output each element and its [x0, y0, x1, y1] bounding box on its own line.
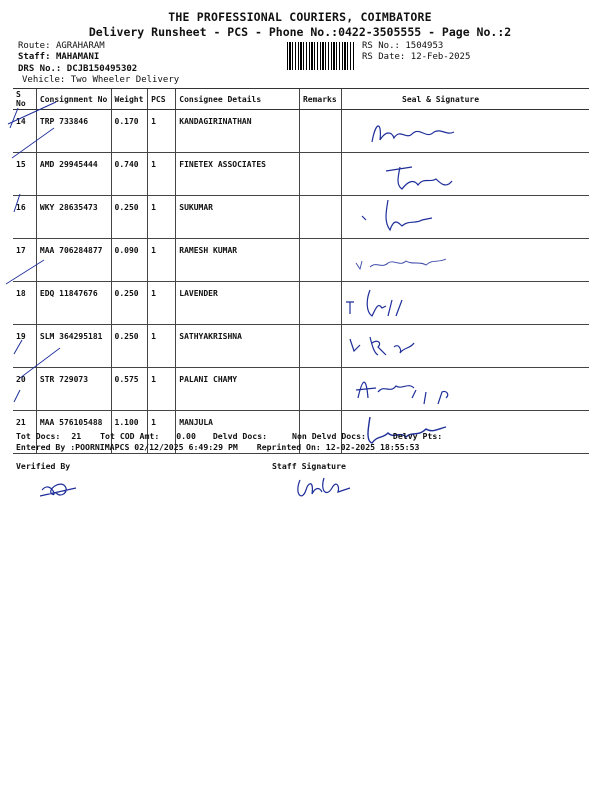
runsheet-subtitle: Delivery Runsheet - PCS - Phone No.:0422-3505555 - Page No.:2	[88, 25, 512, 39]
signature-scribble	[342, 110, 552, 150]
row-consignee: SUKUMAR	[176, 196, 300, 239]
signature-scribble	[342, 368, 552, 408]
row-remarks	[299, 325, 341, 368]
rs-date-line	[362, 52, 470, 62]
row-pcs: 1	[148, 110, 176, 153]
company-title: THE PROFESSIONAL COURIERS, COIMBATORE	[168, 10, 432, 24]
row-consignee: MANJULA	[176, 411, 300, 454]
verified-by-label: Verified By	[16, 461, 71, 471]
row-sno: 20	[13, 368, 36, 411]
col-header-sno: S No	[13, 89, 36, 110]
row-consignee: RAMESH KUMAR	[176, 239, 300, 282]
row-remarks	[299, 282, 341, 325]
row-sno: 16	[13, 196, 36, 239]
row-pcs: 1	[148, 239, 176, 282]
row-weight: 0.090	[111, 239, 148, 282]
row-pcs: 1	[148, 282, 176, 325]
row-signature	[342, 325, 590, 368]
table-row	[13, 282, 589, 325]
row-sno: 17	[13, 239, 36, 282]
rs-no-line	[362, 41, 443, 51]
totals-line	[16, 431, 442, 441]
row-pcs: 1	[148, 153, 176, 196]
row-signature	[342, 239, 590, 282]
entry-line	[16, 442, 419, 452]
signature-scribble	[342, 325, 552, 365]
row-signature	[342, 196, 590, 239]
row-signature	[342, 153, 590, 196]
staff-line	[18, 52, 99, 62]
row-sno: 21	[13, 411, 36, 454]
row-sno: 19	[13, 325, 36, 368]
row-weight: 0.575	[111, 368, 148, 411]
row-consignment: AMD 29945444	[36, 153, 111, 196]
tot-cod-label: Tot COD Amt:	[100, 431, 160, 441]
non-delvd-docs-label: Non Delvd Docs:	[292, 431, 366, 441]
row-weight: 1.100	[111, 411, 148, 454]
table-row	[13, 239, 589, 282]
staff-signature	[290, 470, 370, 506]
table-row	[13, 196, 589, 239]
row-consignee: FINETEX ASSOCIATES	[176, 153, 300, 196]
row-weight: 0.740	[111, 153, 148, 196]
row-pcs: 1	[148, 368, 176, 411]
signature-scribble	[342, 282, 552, 322]
row-consignee: PALANI CHAMY	[176, 368, 300, 411]
rs-date-label: RS Date:	[362, 52, 406, 62]
col-header-consignee: Consignee Details	[176, 89, 300, 110]
row-weight: 0.250	[111, 196, 148, 239]
row-sno: 18	[13, 282, 36, 325]
tot-docs-label: Tot Docs:	[16, 431, 61, 441]
tot-cod-value: 0.00	[176, 431, 196, 441]
signature-scribble	[342, 196, 552, 236]
row-consignment: TRP 733846	[36, 110, 111, 153]
row-consignment: WKY 28635473	[36, 196, 111, 239]
staff-signature-label: Staff Signature	[272, 461, 346, 471]
row-consignment: MAA 576105488	[36, 411, 111, 454]
delvy-pts-label: Delvy Pts:	[392, 431, 443, 441]
reprinted-on: Reprinted On: 12-02-2025 18:55:53	[256, 442, 420, 452]
col-header-consignment: Consignment No	[36, 89, 111, 110]
signature-scribble	[342, 239, 552, 279]
route-label: Route:	[18, 41, 51, 51]
table-header-row	[13, 89, 589, 110]
row-pcs: 1	[148, 196, 176, 239]
delvd-docs-label: Delvd Docs:	[212, 431, 268, 441]
table-row	[13, 325, 589, 368]
row-consignment: SLM 364295181	[36, 325, 111, 368]
barcode-image	[287, 42, 355, 70]
signature-scribble	[342, 153, 552, 193]
route-line	[18, 41, 105, 51]
route-value: AGRAHARAM	[55, 41, 105, 51]
row-consignee: SATHYAKRISHNA	[176, 325, 300, 368]
rs-no-label: RS No.:	[362, 41, 400, 51]
tot-docs-value: 21	[71, 431, 82, 441]
row-remarks	[299, 239, 341, 282]
verifier-signature	[36, 474, 86, 504]
row-remarks	[299, 196, 341, 239]
drs-line	[18, 64, 137, 74]
rs-no-value: 1504953	[405, 41, 444, 51]
row-consignment: EDQ 11847676	[36, 282, 111, 325]
row-weight: 0.170	[111, 110, 148, 153]
staff-value: MAHAMANI	[55, 52, 100, 62]
vehicle-label: Vehicle:	[22, 75, 66, 85]
vehicle-line	[22, 75, 179, 85]
row-remarks	[299, 368, 341, 411]
staff-label: Staff:	[18, 52, 51, 62]
col-header-remarks: Remarks	[299, 89, 341, 110]
row-consignment: STR 729073	[36, 368, 111, 411]
table-row	[13, 368, 589, 411]
col-header-pcs: PCS	[148, 89, 176, 110]
row-consignee: KANDAGIRINATHAN	[176, 110, 300, 153]
row-consignment: MAA 706284877	[36, 239, 111, 282]
runsheet-table	[13, 88, 589, 454]
drs-value: DCJB150495302	[66, 64, 138, 74]
row-signature	[342, 110, 590, 153]
row-pcs: 1	[148, 411, 176, 454]
rs-date-value: 12-Feb-2025	[410, 52, 471, 62]
row-consignee: LAVENDER	[176, 282, 300, 325]
row-weight: 0.250	[111, 282, 148, 325]
tick-marks	[4, 98, 64, 438]
row-sno: 14	[13, 110, 36, 153]
row-signature	[342, 282, 590, 325]
row-sno: 15	[13, 153, 36, 196]
row-pcs: 1	[148, 325, 176, 368]
row-remarks	[299, 153, 341, 196]
entered-by: Entered By :POORNIMAPCS 02/12/2025 6:49:29 PM	[16, 442, 238, 452]
table-row	[13, 110, 589, 153]
row-signature	[342, 368, 590, 411]
table-row	[13, 153, 589, 196]
drs-label: DRS No.:	[18, 64, 62, 74]
row-remarks	[299, 110, 341, 153]
col-header-signature: Seal & Signature	[342, 89, 590, 110]
col-header-weight: Weight	[111, 89, 148, 110]
vehicle-value: Two Wheeler Delivery	[70, 75, 180, 85]
row-weight: 0.250	[111, 325, 148, 368]
